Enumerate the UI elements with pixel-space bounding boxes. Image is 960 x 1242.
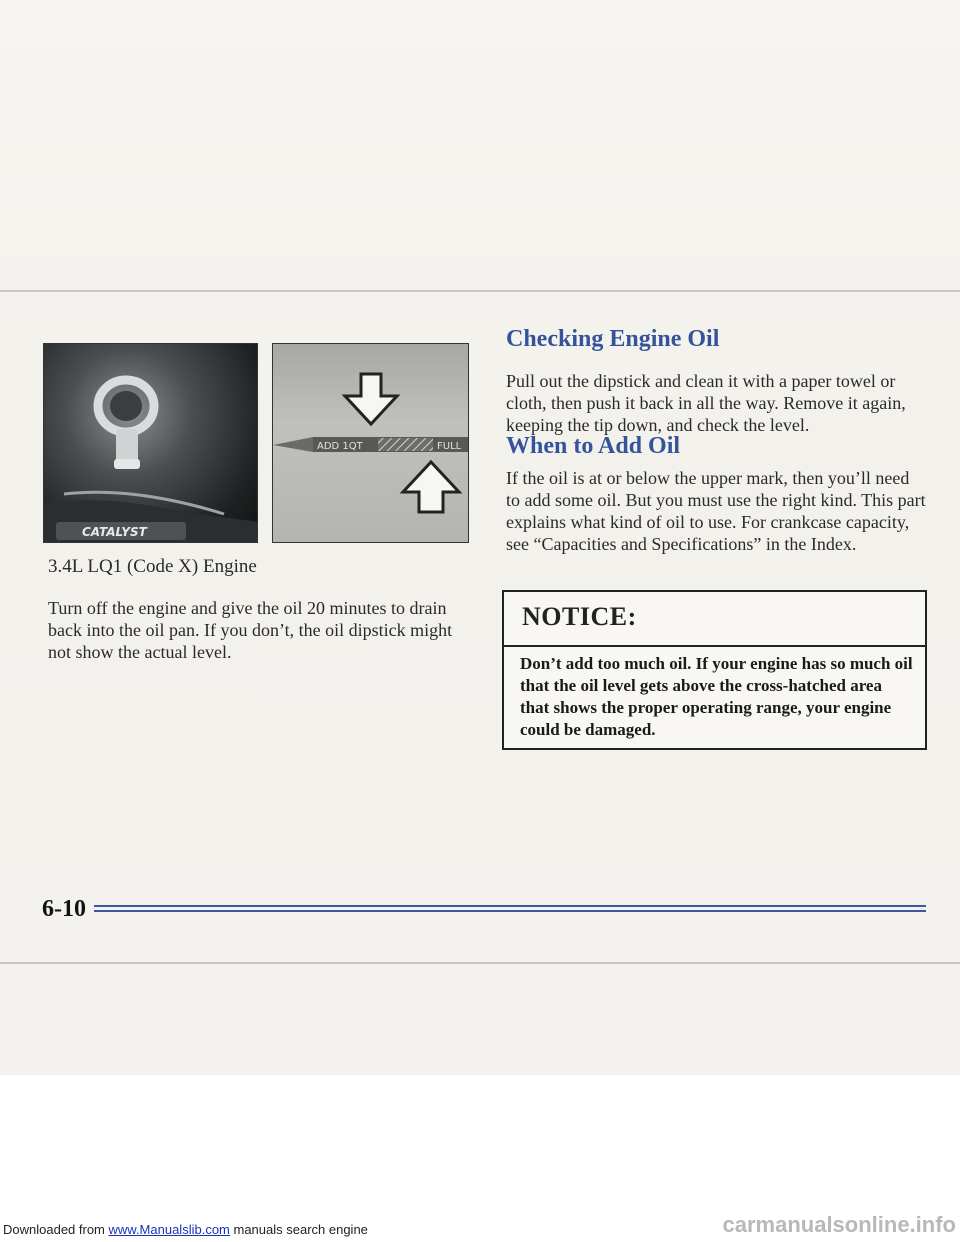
manualslib-link[interactable]: www.Manualslib.com bbox=[108, 1222, 230, 1237]
footer-suffix: manuals search engine bbox=[229, 1222, 368, 1237]
notice-box bbox=[502, 590, 927, 750]
when-add-oil-text: If the oil is at or below the upper mark, then you’ll need to add some oil. But you must use the right kind. This part explains what kind of oil to use. For crankcase capacity, see “Capacities and Specifications” in the Index. bbox=[506, 468, 926, 554]
notice-text: Don’t add too much oil. If your engine has so much oil that the oil level gets above the cross-hatched area that shows the proper operating range, your engine could be damaged. bbox=[520, 654, 913, 739]
download-footer bbox=[3, 1222, 368, 1237]
arrow-down-icon bbox=[345, 374, 397, 424]
when-add-oil-heading: When to Add Oil bbox=[506, 433, 681, 459]
notice-title: NOTICE: bbox=[504, 592, 925, 647]
checking-oil-heading: Checking Engine Oil bbox=[506, 326, 720, 352]
photo-caption: 3.4L LQ1 (Code X) Engine bbox=[48, 556, 257, 577]
page-edge bbox=[0, 962, 960, 964]
dipstick-add-label: ADD 1QT bbox=[317, 441, 363, 452]
dipstick-full-label: FULL bbox=[437, 441, 462, 452]
drain-instructions: Turn off the engine and give the oil 20 minutes to drain back into the oil pan. If you don’t, the oil dipstick might not show the actual level. bbox=[48, 598, 453, 662]
footer-rule bbox=[94, 905, 926, 917]
dipstick-photo bbox=[272, 343, 469, 543]
oil-cap-photo bbox=[43, 343, 258, 543]
page-number: 6-10 bbox=[42, 896, 86, 922]
catalyst-decal-text: CATALYST bbox=[82, 525, 147, 539]
watermark: carmanualsonline.info bbox=[722, 1212, 956, 1237]
checking-oil-text: Pull out the dipstick and clean it with a paper towel or cloth, then push it back in all the way. Remove it again, keeping the tip down, and check the level. bbox=[506, 371, 906, 435]
arrow-up-icon bbox=[403, 462, 459, 512]
footer-prefix: Downloaded from bbox=[3, 1222, 109, 1237]
top-divider bbox=[0, 290, 960, 292]
